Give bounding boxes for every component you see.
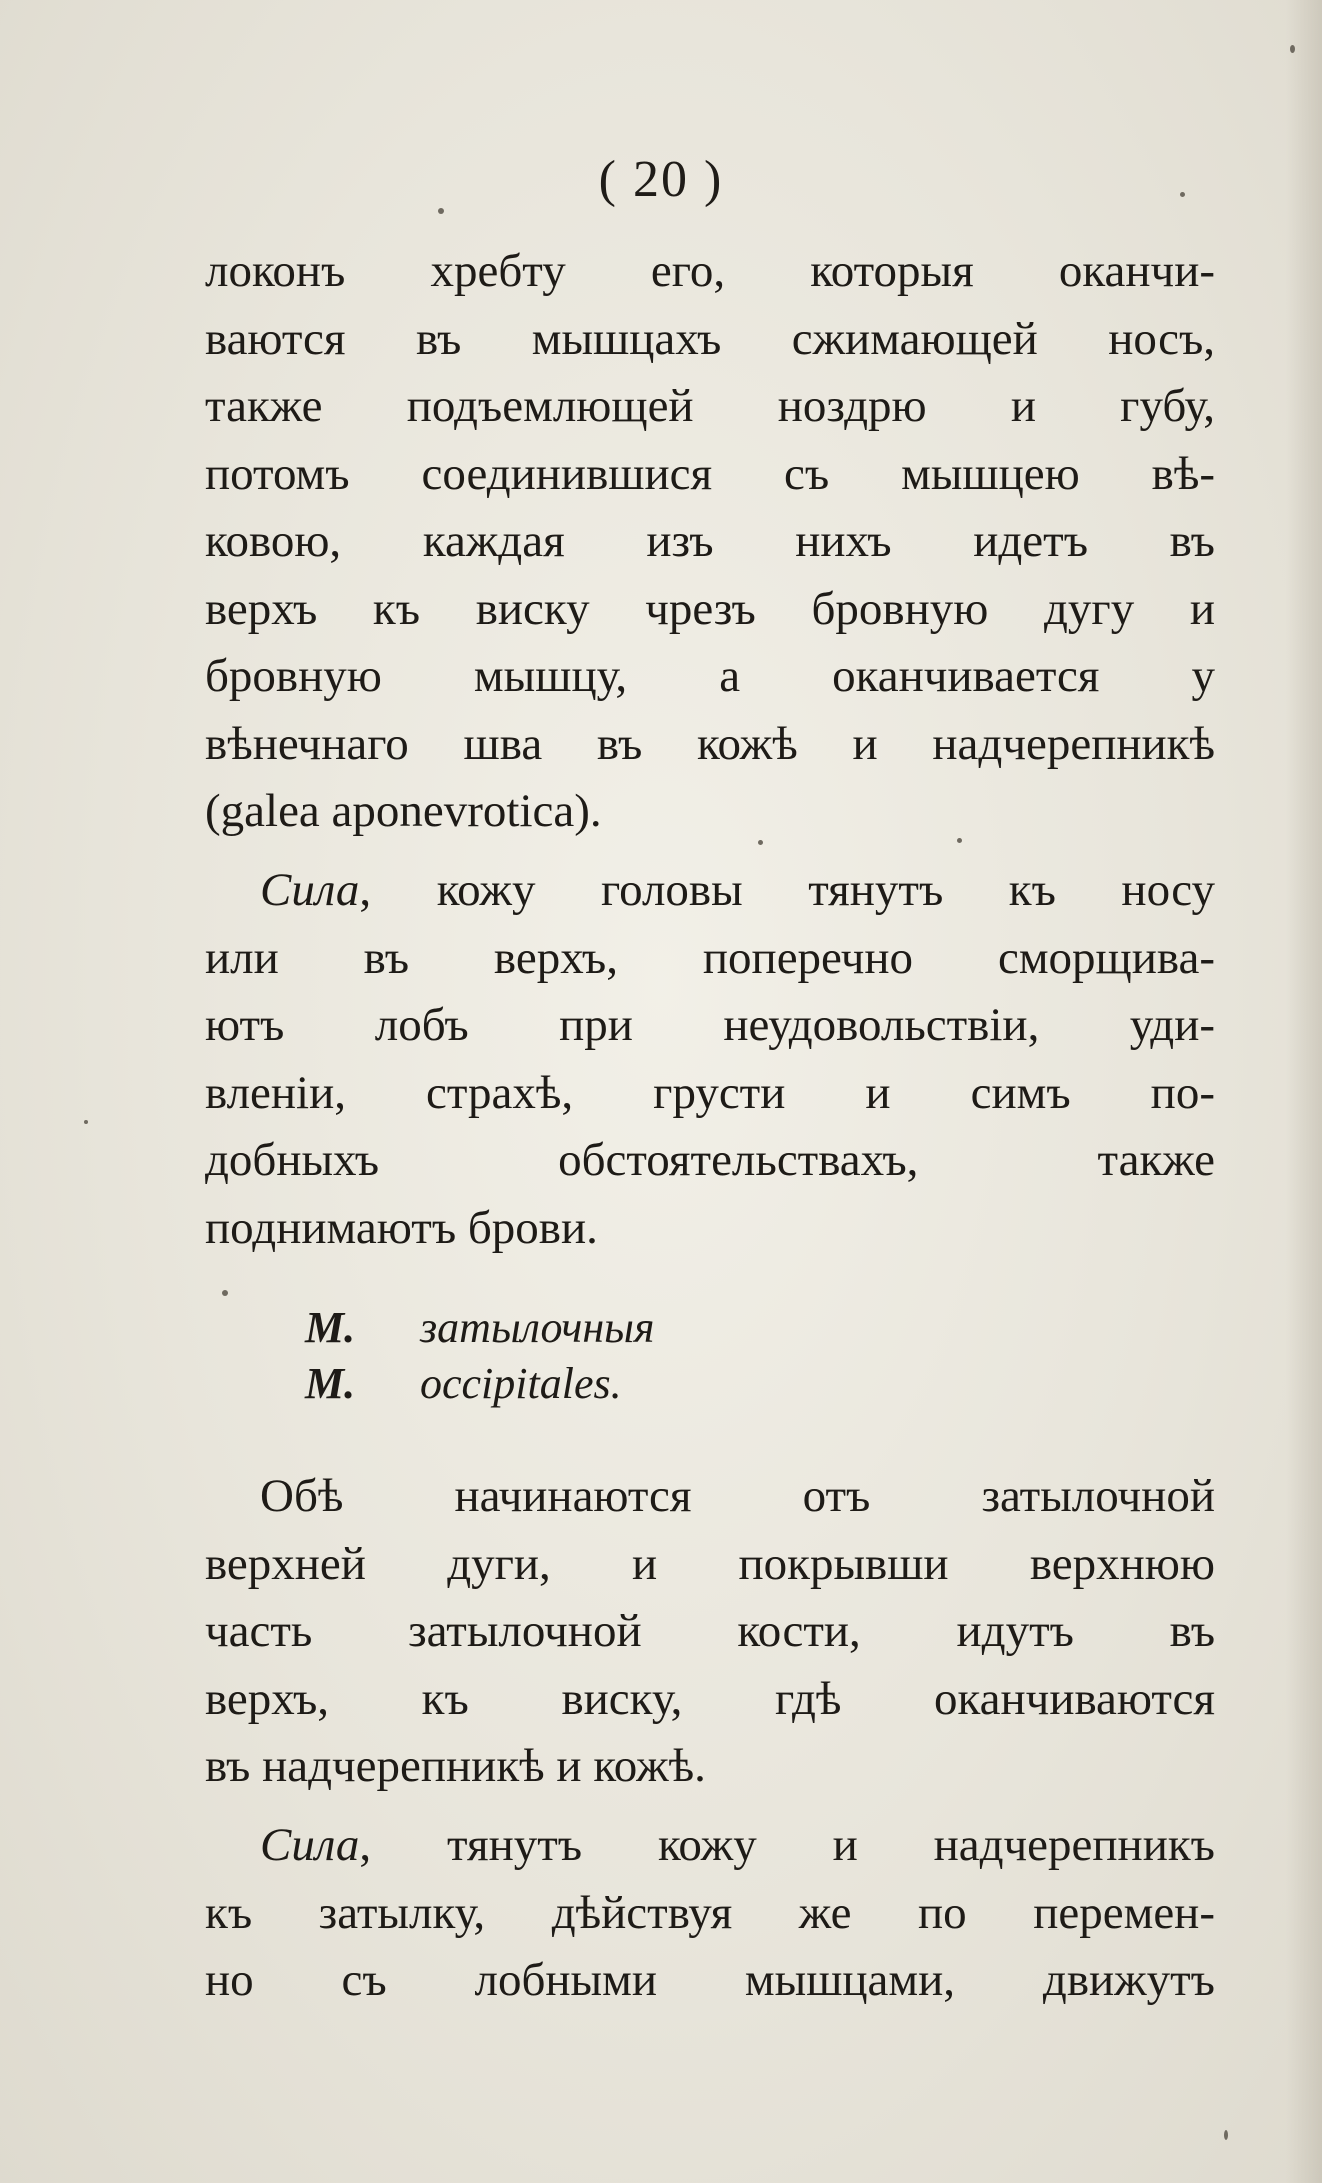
paper-speck — [1224, 2130, 1228, 2140]
first-line-rest: , кожу головы тянутъ къ носу — [359, 864, 1215, 916]
text-line: къ затылку, дѣйствуя же по перемен- — [205, 1886, 1215, 1939]
text-line: верхней дуги, и покрывши верхнюю — [205, 1537, 1215, 1590]
page-gutter-shadow — [1286, 0, 1322, 2183]
paper-speck — [758, 840, 763, 845]
heading-latin — [305, 1356, 654, 1412]
paragraph-2 — [205, 857, 1215, 1262]
paragraph-3 — [205, 1463, 1215, 1801]
text-line: вленіи, страхѣ, грусти и симъ по- — [205, 1066, 1215, 1119]
paper-speck — [957, 838, 962, 843]
page-number: ( 20 ) — [598, 151, 724, 208]
text-line: локонъ хребту его, которыя оканчи- — [205, 245, 1215, 297]
text-line: бровную мышцу, а оканчивается у — [205, 650, 1215, 702]
paper-speck — [438, 208, 444, 214]
text-line-first — [205, 1812, 1215, 1880]
text-line: поднимаютъ брови. — [205, 1201, 598, 1254]
section-heading — [305, 1300, 654, 1412]
heading-russian — [305, 1300, 654, 1356]
lead-word-sila: Сила — [260, 864, 360, 916]
text-line: вѣнечнаго шва въ кожѣ и надчерепникѣ — [205, 717, 1215, 770]
text-line: въ надчерепникѣ и кожѣ. — [205, 1740, 706, 1792]
heading-abbr: M. — [305, 1359, 356, 1408]
text-line: ютъ лобъ при неудовольствіи, уди- — [205, 999, 1215, 1051]
heading-abbr: М. — [305, 1303, 356, 1352]
text-line: добныхъ обстоятельствахъ, также — [205, 1134, 1215, 1186]
first-line-rest: , тянутъ кожу и надчерепникъ — [359, 1819, 1215, 1871]
text-line: или въ верхъ, поперечно сморщива- — [205, 931, 1215, 984]
paper-speck — [1290, 45, 1295, 53]
text-line: (galea aponevrotica). — [205, 785, 602, 837]
paragraph-1 — [205, 238, 1215, 846]
text-line: верхъ къ виску чрезъ бровную дугу и — [205, 582, 1215, 635]
paper-speck — [84, 1120, 88, 1124]
paragraph-4 — [205, 1812, 1215, 2015]
heading-term: occipitales. — [420, 1359, 622, 1408]
text-line: ваются въ мышцахъ сжимающей носъ, — [205, 312, 1215, 365]
paper-speck — [1180, 192, 1185, 197]
text-line: потомъ соединившися съ мышцею вѣ- — [205, 447, 1215, 500]
text-line: ковою, каждая изъ нихъ идетъ въ — [205, 515, 1215, 567]
text-line-first: Обѣ начинаются отъ затылочной — [260, 1470, 1215, 1522]
text-line: но съ лобными мышцами, движутъ — [205, 1954, 1215, 2006]
text-line: часть затылочной кости, идутъ въ — [205, 1605, 1215, 1657]
heading-term: затылочныя — [420, 1303, 655, 1352]
text-line-first — [205, 857, 1215, 925]
paper-speck — [222, 1290, 228, 1296]
text-line: также подъемлющей ноздрю и губу, — [205, 380, 1215, 432]
text-line: верхъ, къ виску, гдѣ оканчиваются — [205, 1672, 1215, 1725]
lead-word-sila: Сила — [260, 1819, 360, 1871]
